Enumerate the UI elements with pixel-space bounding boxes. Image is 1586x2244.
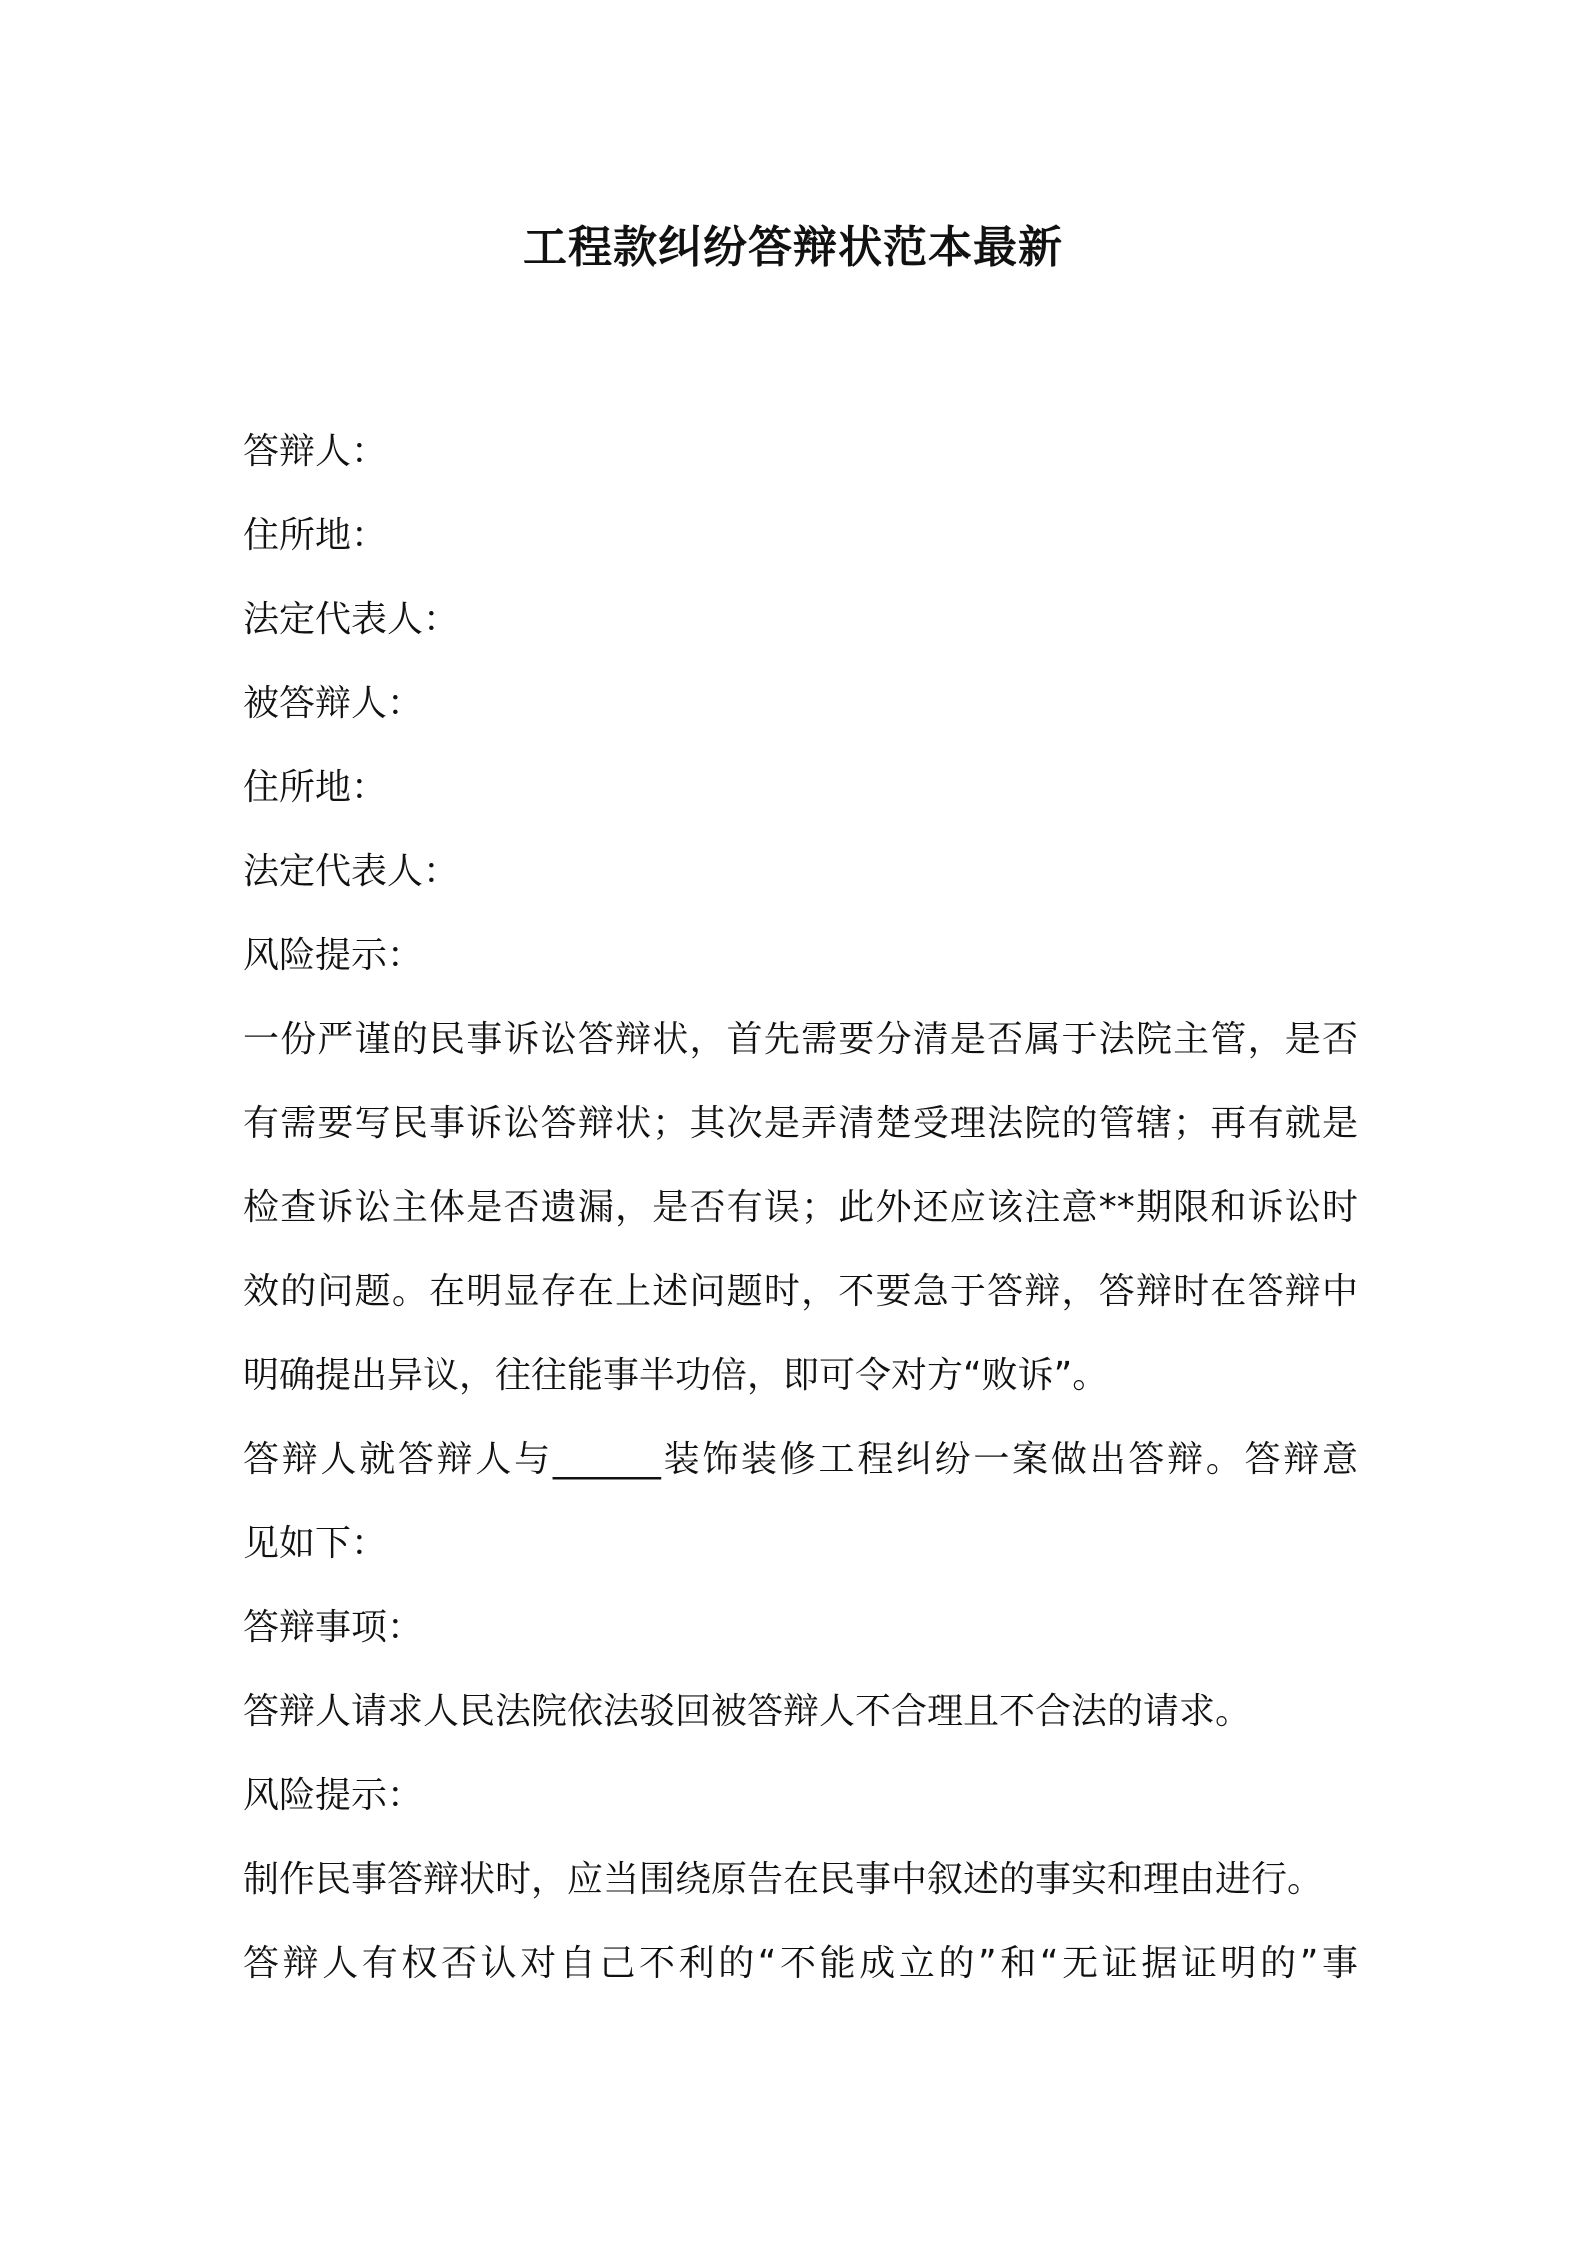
respondent-line: 被答辩人： [243,683,424,724]
document-title: 工程款纠纷答辩状范本最新 [523,222,1063,273]
defense-matters-heading: 答辩事项： [243,1607,424,1648]
paragraph-line: 有需要写民事诉讼答辩状；其次是弄清楚受理法院的管辖；再有就是 [243,1103,1358,1144]
paragraph-line: 答辩人请求人民法院依法驳回被答辩人不合理且不合法的请求。 [243,1691,1252,1732]
paragraph-line: 检查诉讼主体是否遗漏，是否有误；此外还应该注意**期限和诉讼时 [243,1187,1358,1228]
defendant-address-line: 住所地： [243,515,388,556]
paragraph-line: 一份严谨的民事诉讼答辩状，首先需要分清是否属于法院主管，是否 [243,1019,1358,1060]
paragraph-line: 答辩人就答辩人与______装饰装修工程纠纷一案做出答辩。答辩意 [243,1439,1358,1480]
document-body [243,410,1358,2006]
paragraph-line: 见如下： [243,1523,388,1564]
paragraph-line: 制作民事答辩状时，应当围绕原告在民事中叙述的事实和理由进行。 [243,1859,1324,1900]
respondent-legal-rep-line: 法定代表人： [243,851,460,892]
defendant-line: 答辩人： [243,431,388,472]
respondent-address-line: 住所地： [243,767,388,808]
paragraph-line: 答辩人有权否认对自己不利的“不能成立的”和“无证据证明的”事 [243,1943,1358,1984]
defendant-legal-rep-line: 法定代表人： [243,599,460,640]
risk-notice-heading: 风险提示： [243,1775,424,1816]
risk-notice-heading: 风险提示： [243,935,424,976]
paragraph-line: 明确提出异议，往往能事半功倍，即可令对方“败诉”。 [243,1355,1109,1396]
paragraph-line: 效的问题。在明显存在上述问题时，不要急于答辩，答辩时在答辩中 [243,1271,1358,1312]
